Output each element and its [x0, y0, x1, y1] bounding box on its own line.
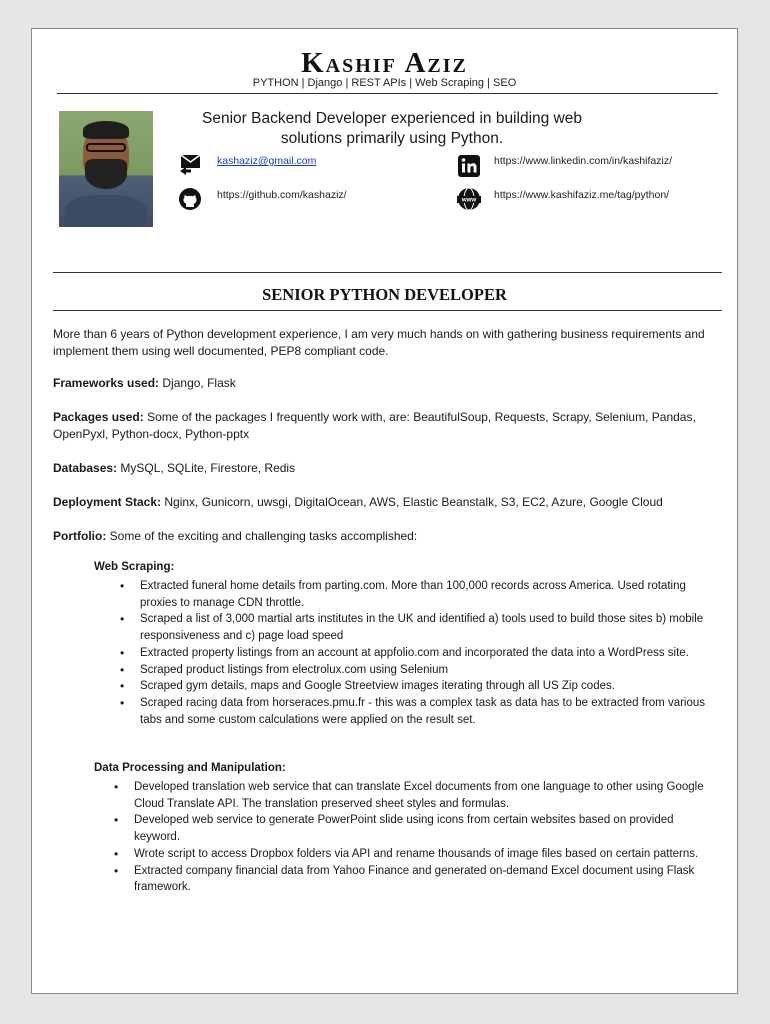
profile-photo — [59, 111, 153, 227]
svg-text:www: www — [461, 196, 477, 204]
packages-value: Some of the packages I frequently work with, are: BeautifulSoup, Requests, Scrapy, Selenium, Pandas, OpenPyxl, Python-docx, Python-pptx — [53, 410, 696, 441]
website-url[interactable]: https://www.kashifaziz.me/tag/python/ — [494, 189, 670, 201]
linkedin-icon — [457, 154, 481, 178]
deployment-value: Nginx, Gunicorn, uwsgi, DigitalOcean, AWS, Elastic Beanstalk, S3, EC2, Azure, Google Cloud — [164, 495, 663, 509]
web-scraping-heading: Web Scraping: — [94, 561, 175, 573]
list-item: • Scraped product listings from electrolux.com using Selenium — [113, 662, 721, 679]
summary-paragraph: More than 6 years of Python development experience, I am very much hands on with gathering business requirements and implement them using well documented, PEP8 compliant code. — [53, 327, 705, 358]
professional-headline: Senior Backend Developer experienced in building web solutions primarily using Python. — [202, 110, 582, 147]
frameworks-value: Django, Flask — [162, 376, 236, 390]
list-item: • Scraped gym details, maps and Google Streetview images iterating through all US Zip codes. — [113, 678, 721, 695]
databases-line — [53, 460, 723, 477]
section-divider-top — [53, 272, 722, 273]
list-item: • Extracted property listings from an account at appfolio.com and incorporated the data into a WordPress site. — [113, 645, 721, 662]
list-item: • Scraped a list of 3,000 martial arts institutes in the UK and identified a) tools used to build those sites b) mobile responsiveness and c) page load speed — [113, 611, 721, 644]
packages-line — [53, 409, 723, 443]
list-item: • Developed web service to generate PowerPoint slide using icons from certain websites based on provided keyword. — [107, 812, 722, 845]
email-link[interactable] — [217, 155, 316, 167]
list-item: • Extracted funeral home details from parting.com. More than 100,000 records across America. Used rotating proxies to manage CDN throttle. — [113, 578, 721, 611]
github-url[interactable]: https://github.com/kashaziz/ — [217, 189, 347, 201]
www-globe-icon — [457, 187, 481, 211]
frameworks-label: Frameworks used: — [53, 376, 160, 390]
packages-label: Packages used: — [53, 410, 144, 424]
list-item: • Extracted company financial data from Yahoo Finance and generated on-demand Excel document using Flask framework. — [107, 863, 722, 896]
email-address[interactable]: kashaziz@gmail.com — [217, 155, 317, 167]
list-item: • Scraped racing data from horseraces.pmu.fr - this was a complex task as data has to be extracted from various tabs and some custom calculations were applied on the result set. — [113, 695, 721, 728]
portfolio-label: Portfolio: — [53, 529, 107, 543]
data-processing-list — [107, 779, 722, 896]
section-title: SENIOR PYTHON DEVELOPER — [262, 285, 507, 304]
deployment-line — [53, 494, 723, 511]
resume-page — [31, 28, 738, 994]
frameworks-line — [53, 375, 723, 392]
email-icon — [178, 152, 202, 176]
header-divider — [57, 93, 718, 94]
skills-tagline: PYTHON | Django | REST APIs | Web Scraping | SEO — [252, 77, 517, 89]
databases-label: Databases: — [53, 461, 118, 475]
candidate-name: Kashif Aziz — [301, 47, 468, 79]
portfolio-line — [53, 528, 723, 545]
portfolio-value: Some of the exciting and challenging tasks accomplished: — [109, 529, 418, 543]
databases-value: MySQL, SQLite, Firestore, Redis — [120, 461, 296, 475]
list-item: • Wrote script to access Dropbox folders via API and rename thousands of image files based on certain patterns. — [107, 846, 722, 863]
linkedin-url[interactable]: https://www.linkedin.com/in/kashifaziz/ — [494, 155, 672, 167]
web-scraping-list — [113, 578, 721, 728]
deployment-label: Deployment Stack: — [53, 495, 162, 509]
github-icon — [178, 187, 202, 211]
list-item: • Developed translation web service that can translate Excel documents from one language to other using Google Cloud Translate API. The translation preserved sheet styles and formulas. — [107, 779, 722, 812]
data-processing-heading: Data Processing and Manipulation: — [94, 762, 286, 774]
section-divider-bottom — [53, 310, 722, 311]
